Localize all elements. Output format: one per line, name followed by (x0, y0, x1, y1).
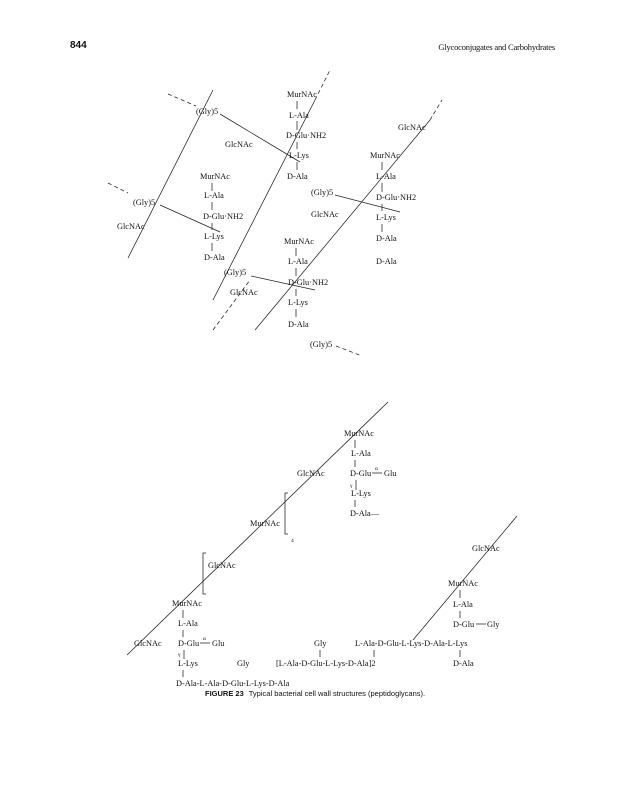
l-ala-label: L-Ala (204, 191, 224, 200)
glycan-strand-dash (430, 100, 442, 120)
d-glu-nh2-label: D-Glu·NH2 (286, 131, 327, 140)
d-glu-nh2-label: D-Glu·NH2 (376, 193, 417, 202)
murnac-label: MurNAc (284, 237, 314, 246)
gamma-label: γ (350, 483, 353, 489)
cross-bridge-dash (168, 94, 196, 106)
murnac-label: MurNAc (344, 429, 374, 438)
figure-caption-text: Typical bacterial cell wall structures (peptidoglycans). (248, 689, 426, 698)
l-lys-label: L-Lys (204, 232, 224, 241)
gly5-label: (Gly)5 (133, 198, 156, 207)
d-ala-label: D-Ala (376, 257, 397, 266)
gly5-label: (Gly)5 (196, 107, 219, 116)
glycan-strand (255, 120, 430, 330)
alpha-label: α (375, 466, 378, 472)
d-glu-nh2-label: D-Glu·NH2 (203, 212, 244, 221)
l-lys-label: L-Lys (178, 659, 198, 668)
repeat-bracket (203, 553, 206, 594)
murnac-label: MurNAc (448, 579, 478, 588)
peptide-chain-label: D-Ala-L-Ala-D-Glu-L-Lys-D-Ala (176, 679, 290, 688)
l-ala-label: L-Ala (351, 449, 371, 458)
d-glu-label: D-Glu (453, 620, 475, 629)
glcnac-label: GlcNAc (398, 123, 426, 132)
l-ala-label: L-Ala (288, 257, 308, 266)
d-ala-label: D-Ala (376, 234, 397, 243)
cross-bridge-dash (336, 346, 362, 356)
glycan-strand (127, 402, 388, 655)
running-head: Glycoconjugates and Carbohydrates (438, 42, 555, 52)
glycan-strand-dash (315, 70, 330, 100)
glu-label: Glu (212, 639, 225, 648)
d-ala-label: D-Ala (287, 172, 308, 181)
l-lys-label: L-Lys (289, 151, 309, 160)
peptide-chain-label: L-Ala-D-Glu-L-Lys-D-Ala-L-Lys (355, 639, 468, 648)
glcnac-label: GlcNAc (225, 140, 253, 149)
gly-label: Gly (237, 659, 250, 668)
cross-bridge-dash (108, 183, 128, 193)
d-ala-label: D-Ala (288, 320, 309, 329)
glcnac-label: GlcNAc (297, 469, 325, 478)
gly-label: Gly (314, 639, 327, 648)
d-ala-label: D-Ala— (350, 509, 380, 518)
d-ala-label: D-Ala (453, 659, 474, 668)
l-lys-label: L-Lys (351, 489, 371, 498)
murnac-label: MurNAc (287, 90, 317, 99)
figure-label: FIGURE 23 (205, 689, 244, 698)
murnac-label: MurNAc (370, 151, 400, 160)
l-ala-label: L-Ala (453, 600, 473, 609)
repeat-count: 4 (291, 538, 294, 544)
l-ala-label: L-Ala (376, 172, 396, 181)
glcnac-label: GlcNAc (117, 222, 145, 231)
d-ala-label: D-Ala (204, 253, 225, 262)
d-glu-nh2-label: D-Glu·NH2 (288, 278, 329, 287)
cross-bridge-label: [L-Ala-D-Glu-L-Lys-D-Ala]2 (276, 659, 376, 668)
glcnac-label: GlcNAc (230, 288, 258, 297)
glcnac-label: GlcNAc (311, 210, 339, 219)
glcnac-label: GlcNAc (134, 639, 162, 648)
gly5-label: (Gly)5 (310, 340, 333, 349)
gly5-label: (Gly)5 (224, 268, 247, 277)
murnac-label: MurNAc (250, 519, 280, 528)
glcnac-label: GlcNAc (208, 561, 236, 570)
alpha-label: α (203, 636, 206, 642)
gly-label: Gly (487, 620, 500, 629)
l-ala-label: L-Ala (178, 619, 198, 628)
gamma-label: γ (178, 652, 181, 658)
l-lys-label: L-Lys (288, 298, 308, 307)
l-lys-label: L-Lys (376, 213, 396, 222)
figure-caption (205, 689, 425, 698)
murnac-label: MurNAc (172, 599, 202, 608)
l-ala-label: L-Ala (289, 111, 309, 120)
page-number: 844 (70, 40, 87, 51)
d-glu-label: D-Glu (350, 469, 372, 478)
murnac-label: MurNAc (200, 172, 230, 181)
gly5-label: (Gly)5 (311, 188, 334, 197)
d-glu-label: D-Glu (178, 639, 200, 648)
glcnac-label: GlcNAc (472, 544, 500, 553)
glu-label: Glu (384, 469, 397, 478)
